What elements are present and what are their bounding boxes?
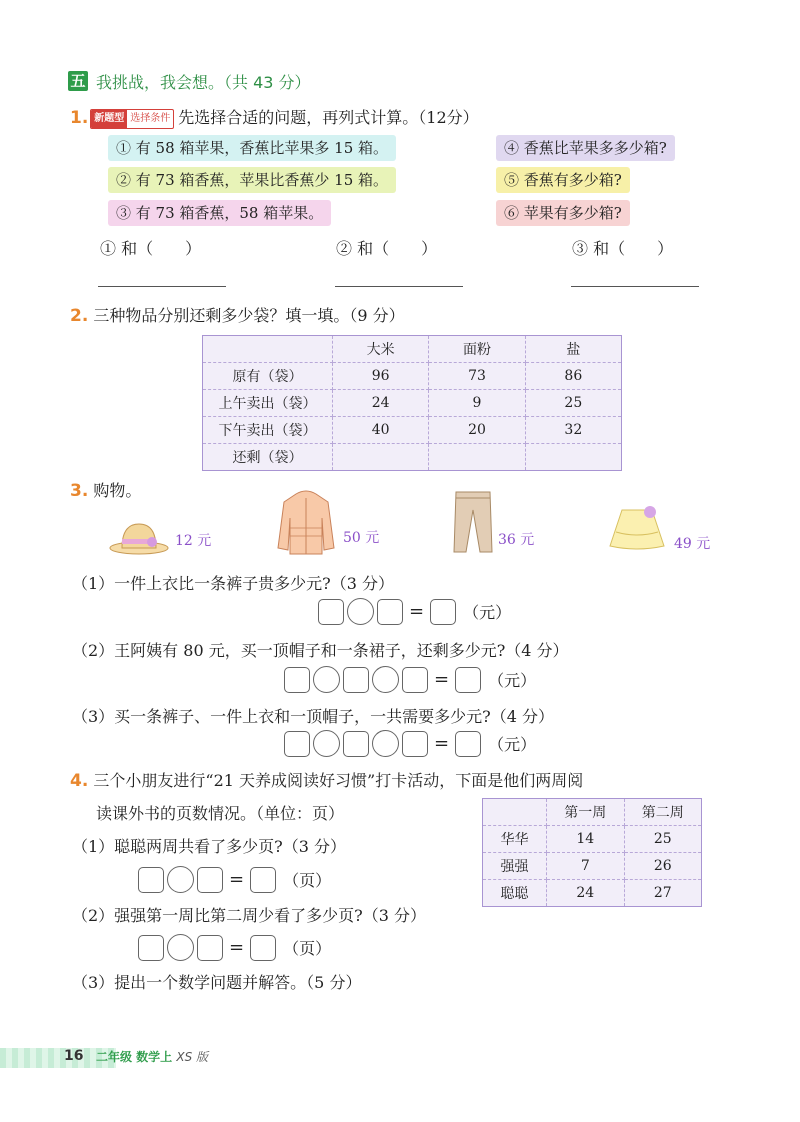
table-header-cell: 大米 <box>332 336 428 363</box>
table-cell: 25 <box>624 826 701 853</box>
table-header-cell: 第一周 <box>547 799 624 826</box>
q3-equation-1 <box>318 598 511 625</box>
q2-text: 三种物品分别还剩多少袋？填一填。（9 分） <box>93 306 405 325</box>
new-question-tag <box>90 109 174 129</box>
table-row <box>203 444 622 471</box>
row-label: 下午卖出（袋） <box>203 417 333 444</box>
row-label: 聪聪 <box>483 880 547 907</box>
q4-number: 4. <box>70 771 89 791</box>
answer-box[interactable] <box>197 867 223 893</box>
pair-1[interactable]: ① 和（ ） <box>100 239 202 258</box>
answer-box[interactable] <box>250 867 276 893</box>
answer-line-2[interactable] <box>335 286 463 287</box>
question-4: ④ 香蕉比苹果多多少箱? <box>496 135 675 161</box>
skirt-icon <box>606 502 668 552</box>
q1-number: 1. <box>70 108 89 128</box>
operator-circle[interactable] <box>372 730 399 757</box>
table-cell: 9 <box>429 390 525 417</box>
table-row <box>483 880 702 907</box>
table-header-cell: 第二周 <box>624 799 701 826</box>
q3-text: 购物。 <box>93 481 142 500</box>
answer-box[interactable] <box>402 667 428 693</box>
new-tag-label: 新题型 <box>91 110 127 128</box>
equals-sign: = <box>434 733 450 754</box>
q3-sub2: （2）王阿姨有 80 元，买一顶帽子和一条裙子，还剩多少元?（4 分） <box>72 641 569 660</box>
section-points: （共 43 分） <box>224 73 311 92</box>
unit-label: （元） <box>488 735 537 754</box>
section-badge: 五 <box>68 71 88 91</box>
table-row <box>483 853 702 880</box>
page-number: 16 <box>64 1048 84 1064</box>
unit-label: （元） <box>488 671 537 690</box>
pair-3[interactable]: ③ 和（ ） <box>572 239 674 258</box>
q3-prompt <box>70 478 141 501</box>
table-header-row <box>483 799 702 826</box>
row-label: 华华 <box>483 826 547 853</box>
condition-1: ① 有 58 箱苹果，香蕉比苹果多 15 箱。 <box>108 135 396 161</box>
table-cell: 14 <box>547 826 624 853</box>
table-header-cell: 面粉 <box>429 336 525 363</box>
operator-circle[interactable] <box>313 666 340 693</box>
answer-box[interactable] <box>402 731 428 757</box>
question-6: ⑥ 苹果有多少箱? <box>496 200 630 226</box>
q3-equation-2 <box>284 666 536 693</box>
table-cell: 27 <box>624 880 701 907</box>
answer-line-3[interactable] <box>571 286 699 287</box>
table-header-cell <box>483 799 547 826</box>
q3-sub1: （1）一件上衣比一条裤子贵多少元?（3 分） <box>72 574 395 593</box>
answer-box[interactable] <box>138 935 164 961</box>
table-row <box>203 390 622 417</box>
q2-number: 2. <box>70 306 89 326</box>
answer-box[interactable] <box>343 667 369 693</box>
answer-cell[interactable] <box>332 444 428 471</box>
answer-cell[interactable] <box>525 444 621 471</box>
table-cell: 25 <box>525 390 621 417</box>
table-cell: 32 <box>525 417 621 444</box>
q4-equation-1 <box>138 866 331 893</box>
hat-price: 12 元 <box>175 533 212 549</box>
row-label: 还剩（袋） <box>203 444 333 471</box>
q4-sub1: （1）聪聪两周共看了多少页?（3 分） <box>72 837 347 856</box>
answer-box[interactable] <box>343 731 369 757</box>
equals-sign: = <box>409 601 425 622</box>
skirt-price: 49 元 <box>674 536 711 552</box>
q4-text-line1: 三个小朋友进行“21 天养成阅读好习惯”打卡活动，下面是他们两周阅 <box>93 771 584 790</box>
jacket-price: 50 元 <box>343 530 380 546</box>
trousers-icon <box>452 490 494 554</box>
operator-circle[interactable] <box>313 730 340 757</box>
condition-3: ③ 有 73 箱香蕉，58 箱苹果。 <box>108 200 331 226</box>
answer-box[interactable] <box>197 935 223 961</box>
q4-sub3: （3）提出一个数学问题并解答。（5 分） <box>72 973 362 992</box>
operator-circle[interactable] <box>167 866 194 893</box>
row-label: 原有（袋） <box>203 363 333 390</box>
table-cell: 40 <box>332 417 428 444</box>
q3-number: 3. <box>70 481 89 501</box>
question-5: ⑤ 香蕉有多少箱? <box>496 167 630 193</box>
table-cell: 96 <box>332 363 428 390</box>
operator-circle[interactable] <box>372 666 399 693</box>
unit-label: （页） <box>283 871 332 890</box>
q4-text-line2: 读课外书的页数情况。（单位：页） <box>96 804 345 823</box>
answer-box[interactable] <box>284 731 310 757</box>
table-cell: 24 <box>547 880 624 907</box>
hat-icon <box>108 512 170 556</box>
answer-box[interactable] <box>377 599 403 625</box>
jacket-icon <box>276 488 336 556</box>
operator-circle[interactable] <box>347 598 374 625</box>
answer-cell[interactable] <box>429 444 525 471</box>
answer-box[interactable] <box>250 935 276 961</box>
equals-sign: = <box>229 937 245 958</box>
condition-2: ② 有 73 箱香蕉，苹果比香蕉少 15 箱。 <box>108 167 396 193</box>
q1-prompt <box>70 105 479 129</box>
equals-sign: = <box>229 869 245 890</box>
trousers-price: 36 元 <box>498 532 535 548</box>
book-grade-subject: 二年级 数学上 <box>96 1050 173 1064</box>
q4-equation-2 <box>138 934 331 961</box>
table-cell: 7 <box>547 853 624 880</box>
answer-box[interactable] <box>455 667 481 693</box>
equals-sign: = <box>434 669 450 690</box>
answer-line-1[interactable] <box>98 286 226 287</box>
answer-box[interactable] <box>284 667 310 693</box>
footer-book-title <box>96 1048 208 1065</box>
q4-sub2: （2）强强第一周比第二周少看了多少页?（3 分） <box>72 906 427 925</box>
pair-2[interactable]: ② 和（ ） <box>336 239 438 258</box>
table-cell: 26 <box>624 853 701 880</box>
q4-prompt <box>70 768 583 791</box>
q3-sub3: （3）买一条裤子、一件上衣和一顶帽子，一共需要多少元?（4 分） <box>72 707 555 726</box>
section-title <box>96 70 311 93</box>
table-cell: 73 <box>429 363 525 390</box>
row-label: 上午卖出（袋） <box>203 390 333 417</box>
q1-text: 先选择合适的问题，再列式计算。（12分） <box>178 108 479 127</box>
reading-table <box>482 798 702 907</box>
q3-equation-3 <box>284 730 536 757</box>
table-cell: 86 <box>525 363 621 390</box>
table-row <box>203 417 622 444</box>
unit-label: （元） <box>463 603 512 622</box>
table-header-cell: 盐 <box>525 336 621 363</box>
section-title-text: 我挑战，我会想。 <box>96 73 225 92</box>
table-cell: 20 <box>429 417 525 444</box>
book-edition: XS 版 <box>176 1050 209 1064</box>
table-row <box>483 826 702 853</box>
answer-box[interactable] <box>430 599 456 625</box>
row-label: 强强 <box>483 853 547 880</box>
table-header-cell <box>203 336 333 363</box>
table-row <box>203 363 622 390</box>
answer-box[interactable] <box>138 867 164 893</box>
table-cell: 24 <box>332 390 428 417</box>
select-condition-label: 选择条件 <box>130 112 171 124</box>
q2-prompt <box>70 303 405 326</box>
unit-label: （页） <box>283 939 332 958</box>
table-header-row <box>203 336 622 363</box>
goods-table <box>202 335 622 471</box>
operator-circle[interactable] <box>167 934 194 961</box>
answer-box[interactable] <box>318 599 344 625</box>
answer-box[interactable] <box>455 731 481 757</box>
